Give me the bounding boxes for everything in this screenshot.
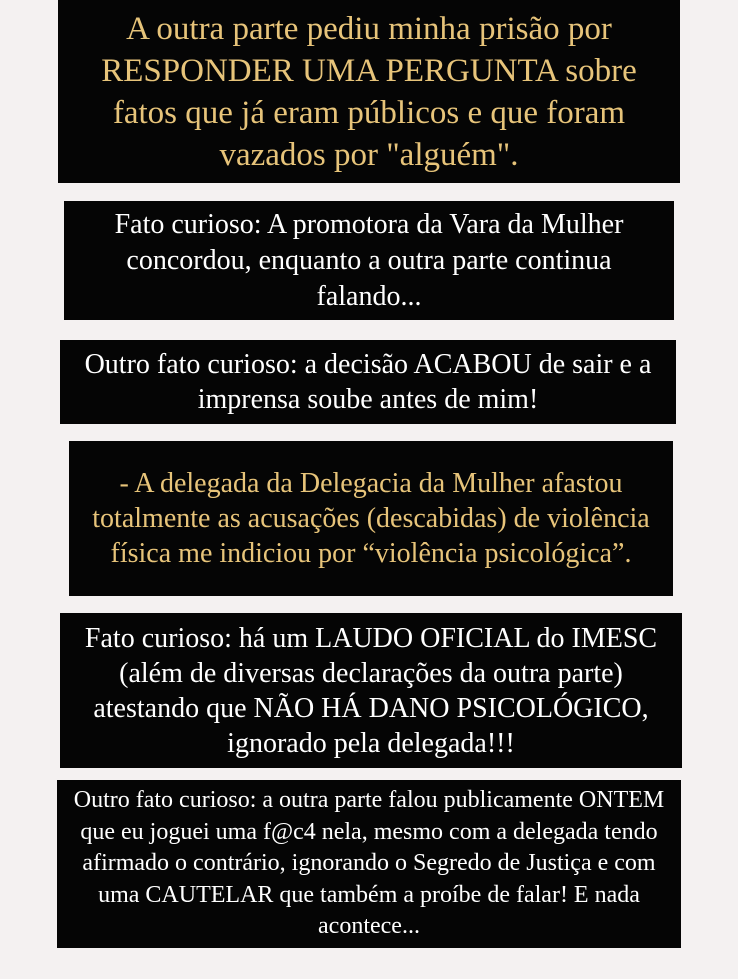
text-block-2 (64, 201, 674, 320)
text-block-1-text: A outra parte pediu minha prisão por RESPONDER UMA PERGUNTA sobre fatos que já eram públicos e que foram vazados por "alguém". (101, 10, 637, 173)
text-block-4 (69, 441, 673, 596)
text-block-6 (57, 780, 681, 948)
text-block-6-text: Outro fato curioso: a outra parte falou publicamente ONTEM que eu joguei uma f@c4 nela, mesmo com a delegada tendo afirmado o contrário, ignorando o Segredo de Justiça e com uma CAUTELAR que também a proíbe de falar! E nada acontece... (73, 787, 665, 940)
text-block-2-text: Fato curioso: A promotora da Vara da Mulher concordou, enquanto a outra parte continua falando... (114, 208, 624, 312)
text-block-5-text: Fato curioso: há um LAUDO OFICIAL do IMESC (além de diversas declarações da outra parte) atestando que NÃO HÁ DANO PSICOLÓGICO, ignorado pela delegada!!! (84, 622, 658, 759)
text-block-1 (58, 0, 680, 183)
text-block-5 (60, 613, 682, 768)
text-block-3 (60, 340, 676, 424)
text-block-4-text: - A delegada da Delegacia da Mulher afastou totalmente as acusações (descabidas) de violência física me indiciou por “violência psicológica”. (92, 468, 650, 569)
text-block-3-text: Outro fato curioso: a decisão ACABOU de sair e a imprensa soube antes de mim! (84, 349, 652, 415)
